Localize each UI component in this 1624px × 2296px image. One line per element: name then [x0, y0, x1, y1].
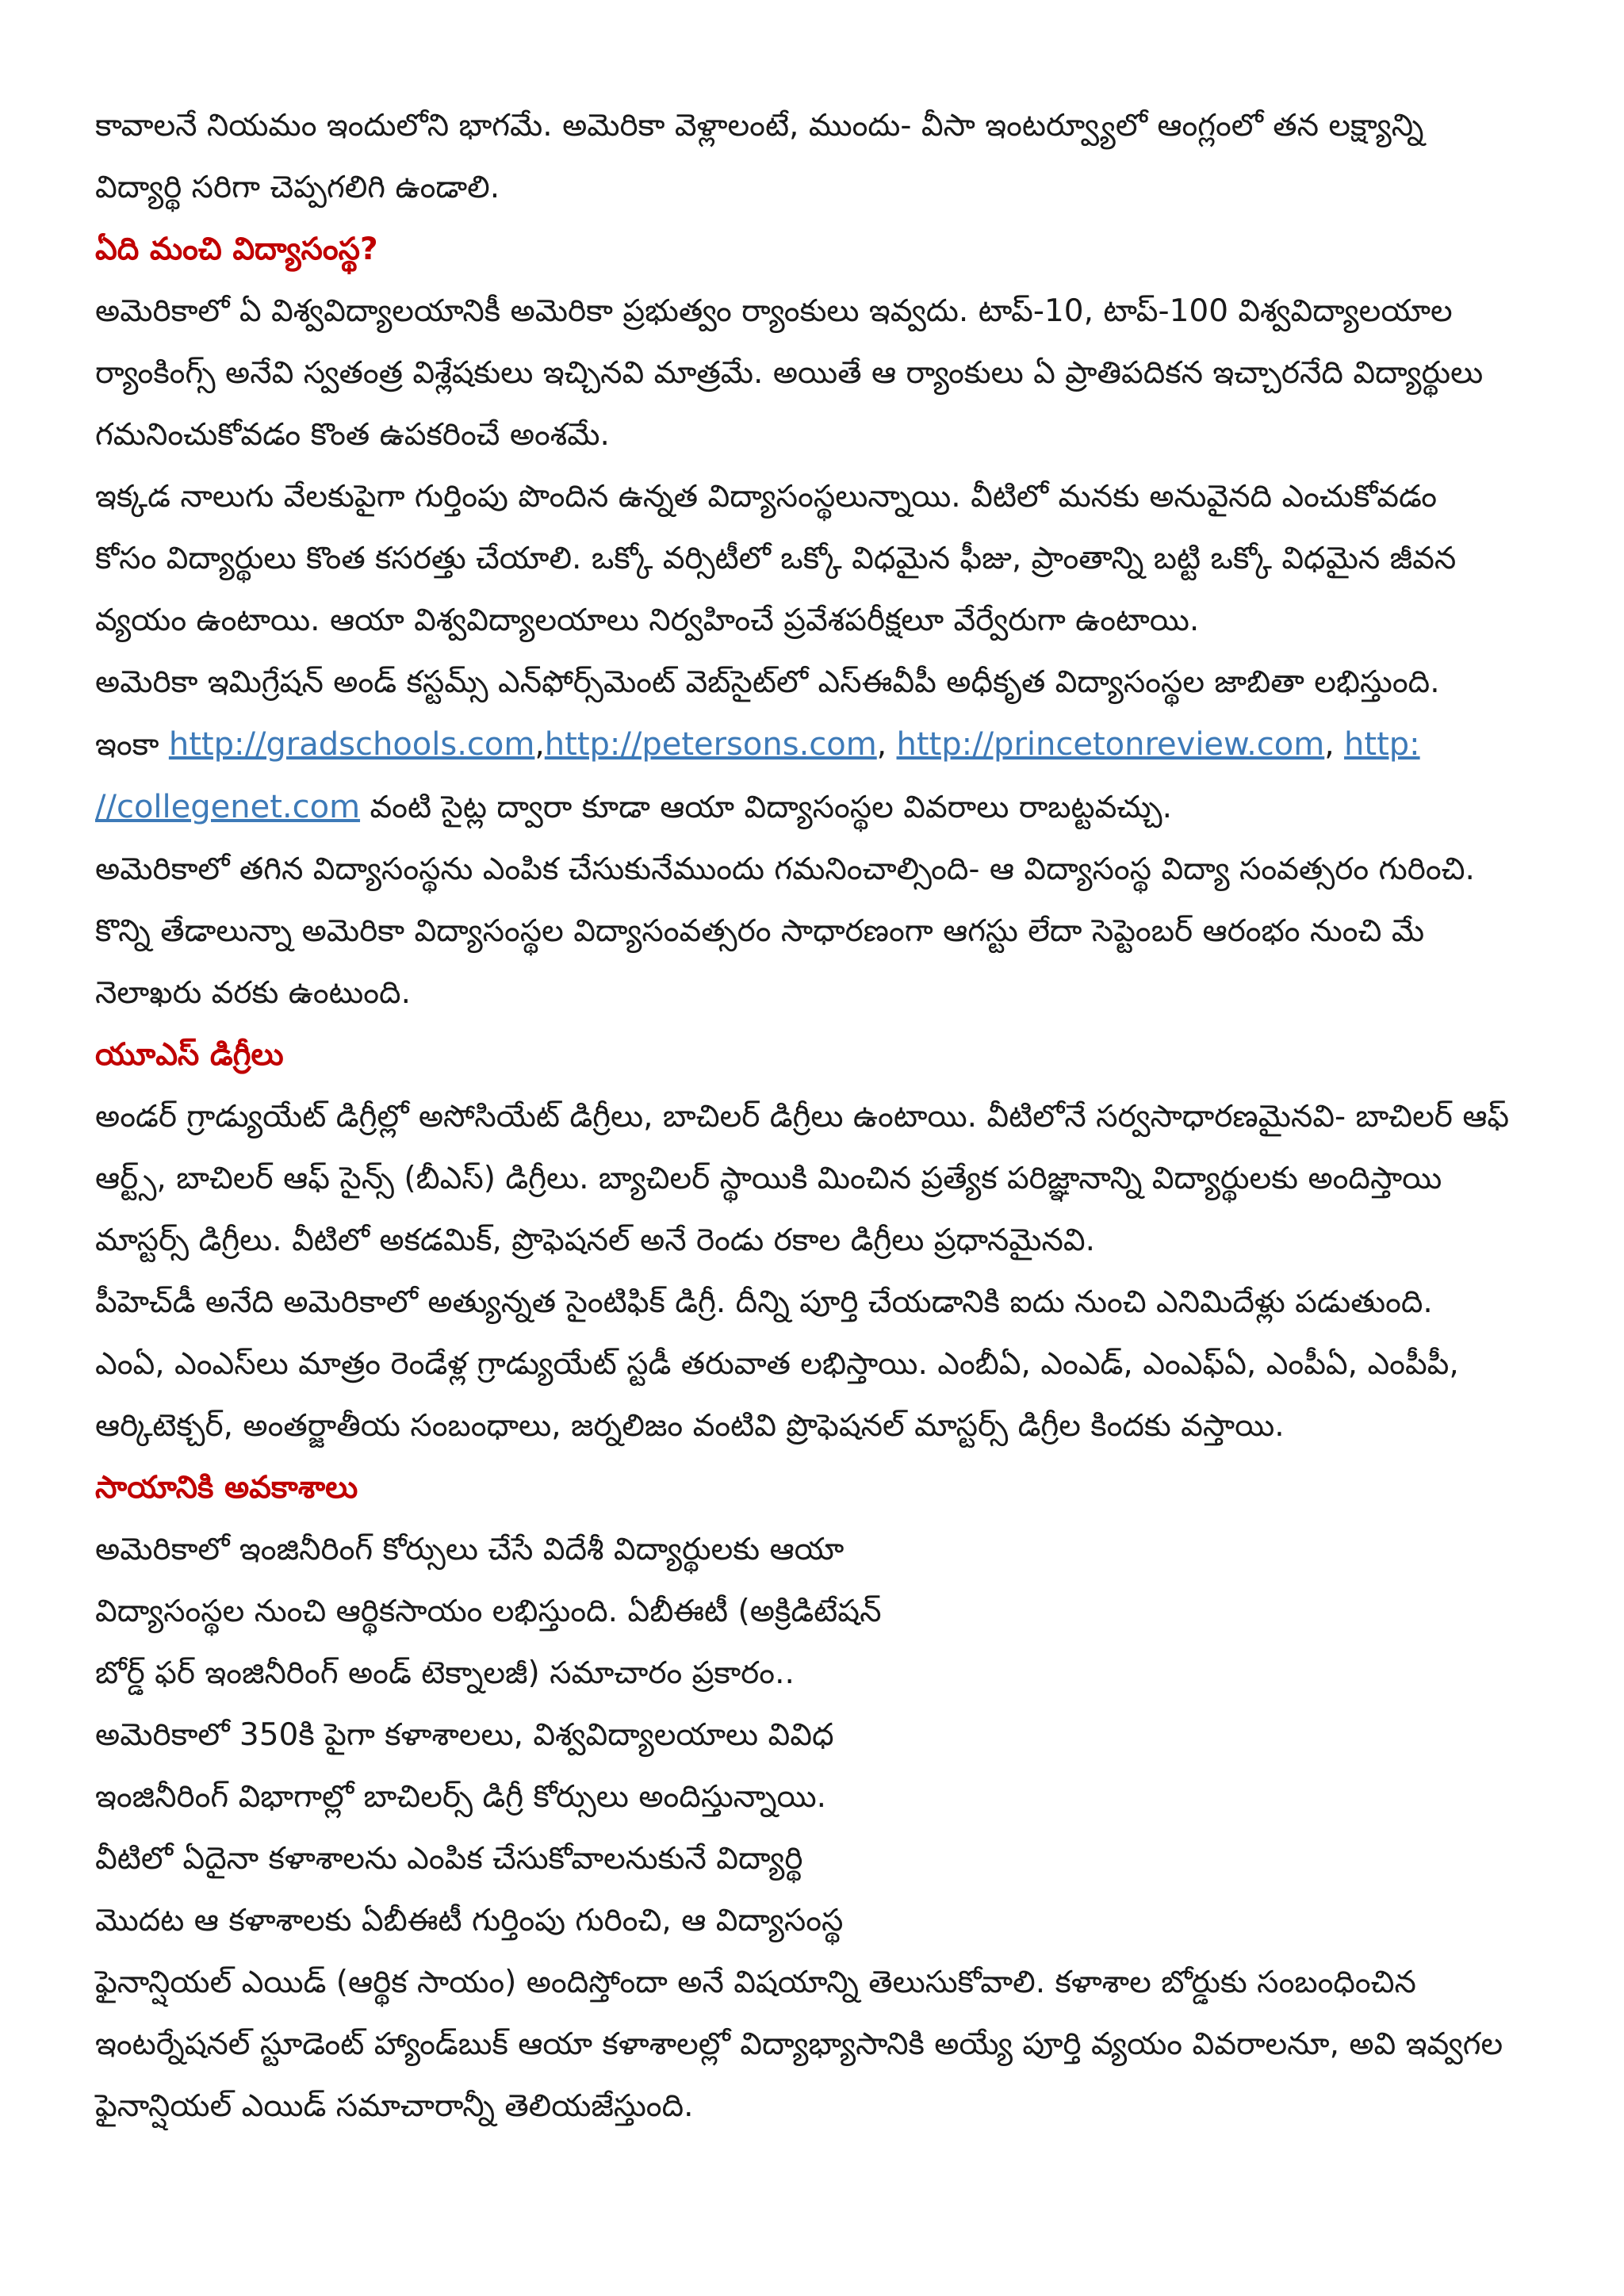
text-line: మాస్టర్స్ డిగ్రీలు. వీటిలో అకడమిక్, ప్రొఫెషనల్ అనే రెండు రకాల డిగ్రీలు ప్రధానమైనవి.: [95, 1223, 1095, 1258]
text-line: విద్యాసంస్థల నుంచి ఆర్థికసాయం లభిస్తుంది. ఏబీఈటీ (అక్రిడిటేషన్: [95, 1594, 882, 1629]
text-line: ఇక్కడ నాలుగు వేలకుపైగా గుర్తింపు పొందిన ఉన్నత విద్యాసంస్థలున్నాయి. వీటిలో మనకు అనువైనది ఎంచుకోవడం: [95, 479, 1438, 515]
intro-paragraph: [95, 95, 1521, 219]
text-line: మొదట ఆ కళాశాలకు ఏబీఈటీ గుర్తింపు గురించి, ఆ విద్యాసంస్థ: [95, 1903, 844, 1938]
text-line: అమెరికాలో ఏ విశ్వవిద్యాలయానికీ అమెరికా ప్రభుత్వం ర్యాంకులు ఇవ్వదు. టాప్-10, టాప్-100 విశ్వవిద్యాలయాల: [95, 293, 1453, 329]
financial-aid-paragraph: [95, 1519, 1521, 2137]
text-line: ఇంజినీరింగ్ విభాగాల్లో బాచిలర్స్ డిగ్రీ కోర్సులు అందిస్తున్నాయి.: [95, 1779, 827, 1815]
collegenet-link-part2[interactable]: //collegenet.com: [95, 789, 361, 825]
text-line: కోసం విద్యార్థులు కొంత కసరత్తు చేయాలి. ఒక్కో వర్సిటీలో ఒక్కో విధమైన ఫీజు, ప్రాంతాన్ని బట్టి ఒక్కో విధమైన జీవన: [95, 541, 1457, 576]
text-line: అమెరికా ఇమిగ్రేషన్ అండ్ కస్టమ్స్ ఎన్‌ఫోర్స్‌మెంట్ వెబ్‌సైట్‌లో ఎస్ఈవీపీ అధీకృత విద్యాసంస్థల జాబితా లభిస్తుంది.: [95, 664, 1440, 700]
text-line: ఫైనాన్షియల్ ఎయిడ్ సమాచారాన్నీ తెలియజేస్తుంది.: [95, 2088, 694, 2124]
academic-year-paragraph: [95, 839, 1521, 1024]
text-line: ఆర్ట్స్, బాచిలర్ ఆఫ్ సైన్స్ (బీఎస్) డిగ్రీలు. బ్యాచిలర్ స్థాయికి మించిన ప్రత్యేక పరిజ్ఞానాన్ని విద్యార్థులకు అందిస్తాయి: [95, 1161, 1442, 1196]
section-heading-us-degrees: యూఎస్ డిగ్రీలు: [95, 1037, 284, 1073]
gradschools-link[interactable]: http://gradschools.com: [168, 726, 535, 763]
text-line: వీటిలో ఏదైనా కళాశాలను ఎంపిక చేసుకోవాలనుకునే విద్యార్థి: [95, 1841, 803, 1877]
links-line: [95, 714, 1521, 776]
links-line-continued: [95, 776, 1521, 839]
text-line: అమెరికాలో తగిన విద్యాసంస్థను ఎంపిక చేసుకునేముందు గమనించాల్సింది- ఆ విద్యాసంస్థ విద్యా సంవత్సరం గురించి.: [95, 851, 1475, 887]
text-line: ఎంఏ, ఎంఎస్‌లు మాత్రం రెండేళ్ల గ్రాడ్యుయేట్ స్టడీ తరువాత లభిస్తాయి. ఎంబీఏ, ఎంఎడ్, ఎంఎఫ్ఏ, ఎంపీఏ, ఎంపీపీ,: [95, 1346, 1459, 1382]
text-line: అండర్ గ్రాడ్యుయేట్ డిగ్రీల్లో అసోసియేట్ డిగ్రీలు, బాచిలర్ డిగ్రీలు ఉంటాయి. వీటిలోనే సర్వసాధారణమైనవి- బాచిలర్ ఆఫ్: [95, 1099, 1510, 1135]
text-fragment: వంటి సైట్ల ద్వారా కూడా ఆయా విద్యాసంస్థల వివరాలు రాబట్టవచ్చు.: [360, 790, 1173, 825]
degrees-paragraph: [95, 1086, 1521, 1272]
section-heading-financial-aid: సాయానికి అవకాశాలు: [95, 1470, 358, 1506]
text-line: ర్యాంకింగ్స్ అనేవి స్వతంత్ర విశ్లేషకులు ఇచ్చినవి మాత్రమే. అయితే ఆ ర్యాంకులు ఏ ప్రాతిపదికన ఇచ్చారనేది విద్యార్థులు: [95, 355, 1484, 391]
separator: ,: [534, 727, 545, 763]
phd-paragraph: [95, 1272, 1521, 1457]
text-fragment: ఇంకా: [95, 727, 169, 763]
institutions-paragraph: [95, 466, 1521, 652]
text-line: అమెరికాలో ఇంజినీరింగ్ కోర్సులు చేసే విదేశీ విద్యార్థులకు ఆయా: [95, 1532, 845, 1567]
text-line: కొన్ని తేడాలున్నా అమెరికా విద్యాసంస్థల విద్యాసంవత్సరం సాధారణంగా ఆగస్టు లేదా సెప్టెంబర్ ఆరంభం నుంచి మే: [95, 913, 1425, 949]
section-heading-good-institution: ఏది మంచి విద్యాసంస్థ?: [95, 232, 378, 267]
text-line: వ్యయం ఉంటాయి. ఆయా విశ్వవిద్యాలయాలు నిర్వహించే ప్రవేశపరీక్షలూ వేర్వేరుగా ఉంటాయి.: [95, 603, 1200, 638]
collegenet-link-part1[interactable]: http:: [1344, 726, 1420, 763]
separator: ,: [876, 727, 897, 763]
text-line: ఇంటర్నేషనల్ స్టూడెంట్ హ్యాండ్‌బుక్ ఆయా కళాశాలల్లో విద్యాభ్యాసానికి అయ్యే పూర్తి వ్యయం వివరాలనూ, అవి ఇవ్వగల: [95, 2026, 1503, 2062]
separator: ,: [1324, 727, 1345, 763]
petersons-link[interactable]: http://petersons.com: [544, 726, 877, 763]
text-line: గమనించుకోవడం కొంత ఉపకరించే అంశమే.: [95, 417, 610, 453]
text-line: కావాలనే నియమం ఇందులోని భాగమే. అమెరికా వెళ్లాలంటే, ముందు- వీసా ఇంటర్వ్యూలో ఆంగ్లంలో తన లక్ష్యాన్ని: [95, 108, 1424, 144]
sevp-paragraph: [95, 652, 1521, 839]
text-line: ఆర్కిటెక్చర్, అంతర్జాతీయ సంబంధాలు, జర్నలిజం వంటివి ప్రొఫెషనల్ మాస్టర్స్ డిగ్రీల కిందకు వస్తాయి.: [95, 1408, 1285, 1444]
text-line: నెలాఖరు వరకు ఉంటుంది.: [95, 975, 411, 1011]
text-line: పీహెచ్‌డీ అనేది అమెరికాలో అత్యున్నత సైంటిఫిక్ డిగ్రీ. దీన్ని పూర్తి చేయడానికి ఐదు నుంచి ఎనిమిదేళ్లు పడుతుంది.: [95, 1284, 1433, 1320]
text-line: బోర్డ్ ఫర్ ఇంజినీరింగ్ అండ్ టెక్నాలజీ) సమాచారం ప్రకారం..: [95, 1655, 795, 1691]
text-line: ఫైనాన్షియల్ ఎయిడ్ (ఆర్థిక సాయం) అందిస్తోందా అనే విషయాన్ని తెలుసుకోవాలి. కళాశాల బోర్డుకు సంబంధించిన: [95, 1965, 1416, 2000]
ranking-paragraph: [95, 281, 1521, 466]
text-line: విద్యార్థి సరిగా చెప్పగలిగి ఉండాలి.: [95, 170, 500, 205]
text-line: అమెరికాలో 350కి పైగా కళాశాలలు, విశ్వవిద్యాలయాలు వివిధ: [95, 1717, 834, 1753]
princetonreview-link[interactable]: http://princetonreview.com: [896, 726, 1325, 763]
